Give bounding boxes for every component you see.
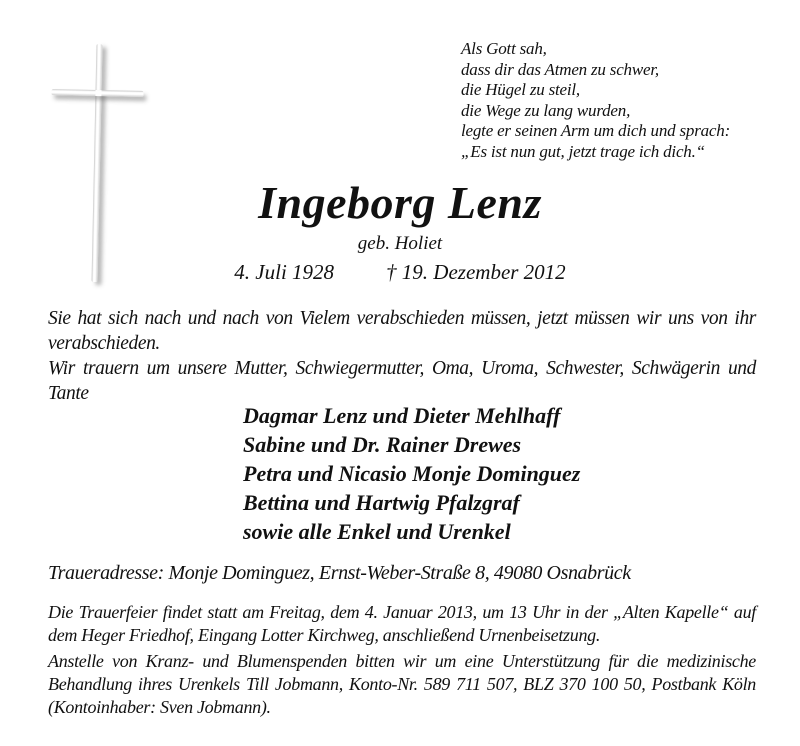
mourner-item: Sabine und Dr. Rainer Drewes xyxy=(243,432,522,457)
mourner-item: Petra und Nicasio Monje Dominguez xyxy=(243,461,581,486)
mourner-item: Bettina und Hartwig Pfalzgraf xyxy=(243,490,520,515)
poem-line: Als Gott sah, xyxy=(461,39,547,58)
poem-line: dass dir das Atmen zu schwer, xyxy=(461,59,659,79)
poem-line: die Hügel zu steil, xyxy=(461,80,580,99)
life-dates xyxy=(0,260,800,285)
donation-info: Anstelle von Kranz- und Blumenspenden bitten wir um eine Unterstützung für die medizinische Behandlung ihres Urenkels Till Jobmann, Konto-Nr. 589 711 507, BLZ 370 100 50, Postbank Köln (Kontoinhaber: Sven Jobmann). xyxy=(48,651,756,717)
poem xyxy=(461,39,730,162)
intro-paragraph-1: Sie hat sich nach und nach von Vielem verabschieden müssen, jetzt müssen wir uns von ihr verabschieden. xyxy=(48,308,756,354)
poem-line: legte er seinen Arm um dich und sprach: xyxy=(461,121,731,140)
birth-date: 4. Juli 1928 xyxy=(234,260,335,284)
service-info: Die Trauerfeier findet statt am Freitag, dem 4. Januar 2013, um 13 Uhr in der „Alten Kapelle“ auf dem Heger Friedhof, Eingang Lotter Kirchweg, anschließend Urnenbeisetzung. xyxy=(48,602,756,645)
cross-joint xyxy=(95,90,101,96)
poem-line: „Es ist nun gut, jetzt trage ich dich.“ xyxy=(461,141,705,161)
intro-paragraph-2: Wir trauern um unsere Mutter, Schwiegermutter, Oma, Uroma, Schwester, Schwägerin und Tante xyxy=(48,358,756,404)
mourner-item: sowie alle Enkel und Urenkel xyxy=(243,519,511,544)
mourning-address: Traueradresse: Monje Dominguez, Ernst-Weber-Straße 8, 49080 Osnabrück xyxy=(48,562,631,584)
maiden-name: geb. Holiet xyxy=(357,233,443,254)
mourner-item: Dagmar Lenz und Dieter Mehlhaff xyxy=(243,403,561,428)
mourners-list xyxy=(243,401,580,546)
deceased-name: Ingeborg Lenz xyxy=(258,177,542,228)
death-date: † 19. Dezember 2012 xyxy=(386,260,566,284)
poem-line: die Wege zu lang wurden, xyxy=(461,100,631,120)
